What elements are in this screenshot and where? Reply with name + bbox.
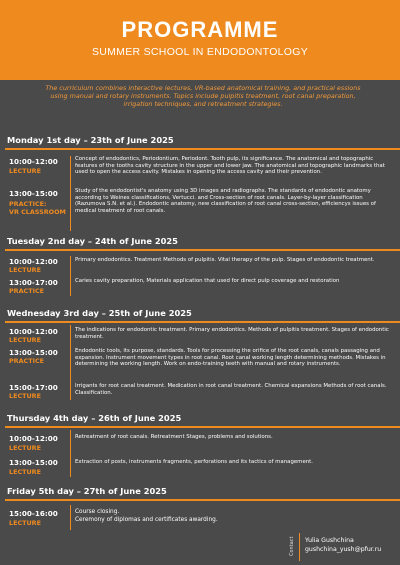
day-section-monday	[0, 134, 400, 146]
row-kind: PRACTICE	[9, 357, 45, 365]
day-divider	[5, 499, 400, 501]
column-divider	[70, 325, 71, 400]
row-description: Concept of endodontics, Periodontium, Periodont. Tooth pulp, its significance. The anatomical and topographic features of the tooths cavity structure in the upper and lower jaw. The anatomical and topographic landmarks that used to open the access cavity. Mistakes in opening the access cavity and their prevention.	[75, 156, 385, 175]
day-title: Wednesday 3rd day – 25th of June 2025	[7, 308, 192, 318]
row-kind: LECTURE	[9, 519, 41, 527]
contact-email[interactable]: gushchina_yush@pfur.ru	[305, 546, 382, 553]
column-divider	[70, 256, 71, 296]
row-time: 10:00-12:00	[9, 327, 58, 336]
row-time: 10:00-12:00	[9, 434, 58, 443]
row-description: Primary endodontics. Treatment Methods of pulpitis. Vital therapy of the pulp. Stages of endodontic treatment.	[75, 257, 375, 263]
day-title: Tuesday 2nd day – 24th of June 2025	[7, 236, 178, 246]
row-kind: LECTURE	[9, 266, 41, 274]
row-time: 13:00-15:00	[9, 348, 58, 357]
row-description: Study of the endodontist's anatomy using 3D images and radiographs. The standards of endodontic anatomy according to Weines classifications, Vertucci. and Cross-section of root canals. Layer-by-layer classification (Razumova S.N. et al.). Endodontic anatomy, new classification of root canal cross-section, efficiencys issues of medical treatment of root canals.	[75, 188, 376, 214]
day-section-friday	[0, 485, 400, 497]
row-time: 10:00-12:00	[9, 157, 58, 166]
contact-name: Yulia Gushchina	[305, 537, 354, 544]
row-kind: PRACTICE:	[9, 200, 47, 208]
page-title: PROGRAMME	[121, 17, 279, 42]
day-section-tuesday	[0, 235, 400, 247]
row-description: Extraction of posts, instruments fragments, perforations and its tactics of management.	[75, 459, 313, 465]
row-description: Retreatment of root canals. Retreatment Stages, problems and solutions.	[75, 434, 273, 440]
row-time: 13:00-15:00	[9, 458, 58, 467]
contact-label: Contact	[289, 536, 295, 556]
day-divider	[5, 426, 400, 428]
row-kind-secondary: VR CLASSROOM	[9, 208, 66, 216]
row-description: Endodontic tools, its purpose, standards. Tools for processing the orifice of the root canals, canals passaging and expansion. Instrument movement types in root canal. Root canal working length determining methods. Mistakes in determining the working length. Work on endo-training teeth with manual and rotary instruments.	[75, 348, 386, 367]
row-description: Caries cavity preparation, Materials application that used for direct pulp coverage and restoration	[75, 278, 340, 284]
row-time: 15:00-17:00	[9, 383, 58, 392]
row-kind: LECTURE	[9, 167, 41, 175]
intro-text: The curriculum combines interactive lectures, VR-based anatomical training, and practical essions using manual and rotary instruments. Topics include pulpitis treatment, root canal preparation, irrigation techniques, and retreatment strategies.	[45, 84, 361, 108]
column-divider	[70, 505, 71, 530]
day-section-wednesday	[0, 307, 400, 319]
row-time: 13:00-15:00	[9, 189, 58, 198]
row-time: 15:00-16:00	[9, 509, 58, 518]
row-kind: PRACTICE	[9, 287, 45, 295]
row-description: Irrigants for root canal treatment. Medication in root canal treatment. Chemical expansions Methods of root canals. Classification.	[75, 383, 387, 396]
page-subtitle: SUMMER SCHOOL IN ENDODONTOLOGY	[91, 46, 309, 58]
day-title: Thursday 4th day – 26th of June 2025	[7, 413, 182, 423]
day-divider	[5, 249, 400, 251]
row-kind: LECTURE	[9, 336, 41, 344]
column-divider	[70, 430, 71, 477]
row-kind: LECTURE	[9, 444, 41, 452]
day-title: Monday 1st day – 23th of June 2025	[7, 135, 174, 145]
header-banner	[0, 0, 400, 80]
row-kind: LECTURE	[9, 468, 41, 476]
column-divider	[70, 156, 71, 231]
contact-divider	[299, 533, 300, 561]
row-time: 10:00-12:00	[9, 257, 58, 266]
contact-block	[305, 536, 381, 554]
row-kind: LECTURE	[9, 392, 41, 400]
day-divider	[5, 148, 400, 150]
row-time: 13:00-17:00	[9, 278, 58, 287]
day-title: Friday 5th day – 27th of June 2025	[7, 486, 167, 496]
day-section-thursday	[0, 412, 400, 424]
day-divider	[5, 321, 400, 323]
row-description: Course closing. Ceremony of diplomas and certificates awarding.	[75, 509, 218, 523]
row-description: The indications for endodontic treatment. Primary endodontics. Methods of pulpitis treatment. Stages of endodontic treatment.	[75, 327, 389, 340]
